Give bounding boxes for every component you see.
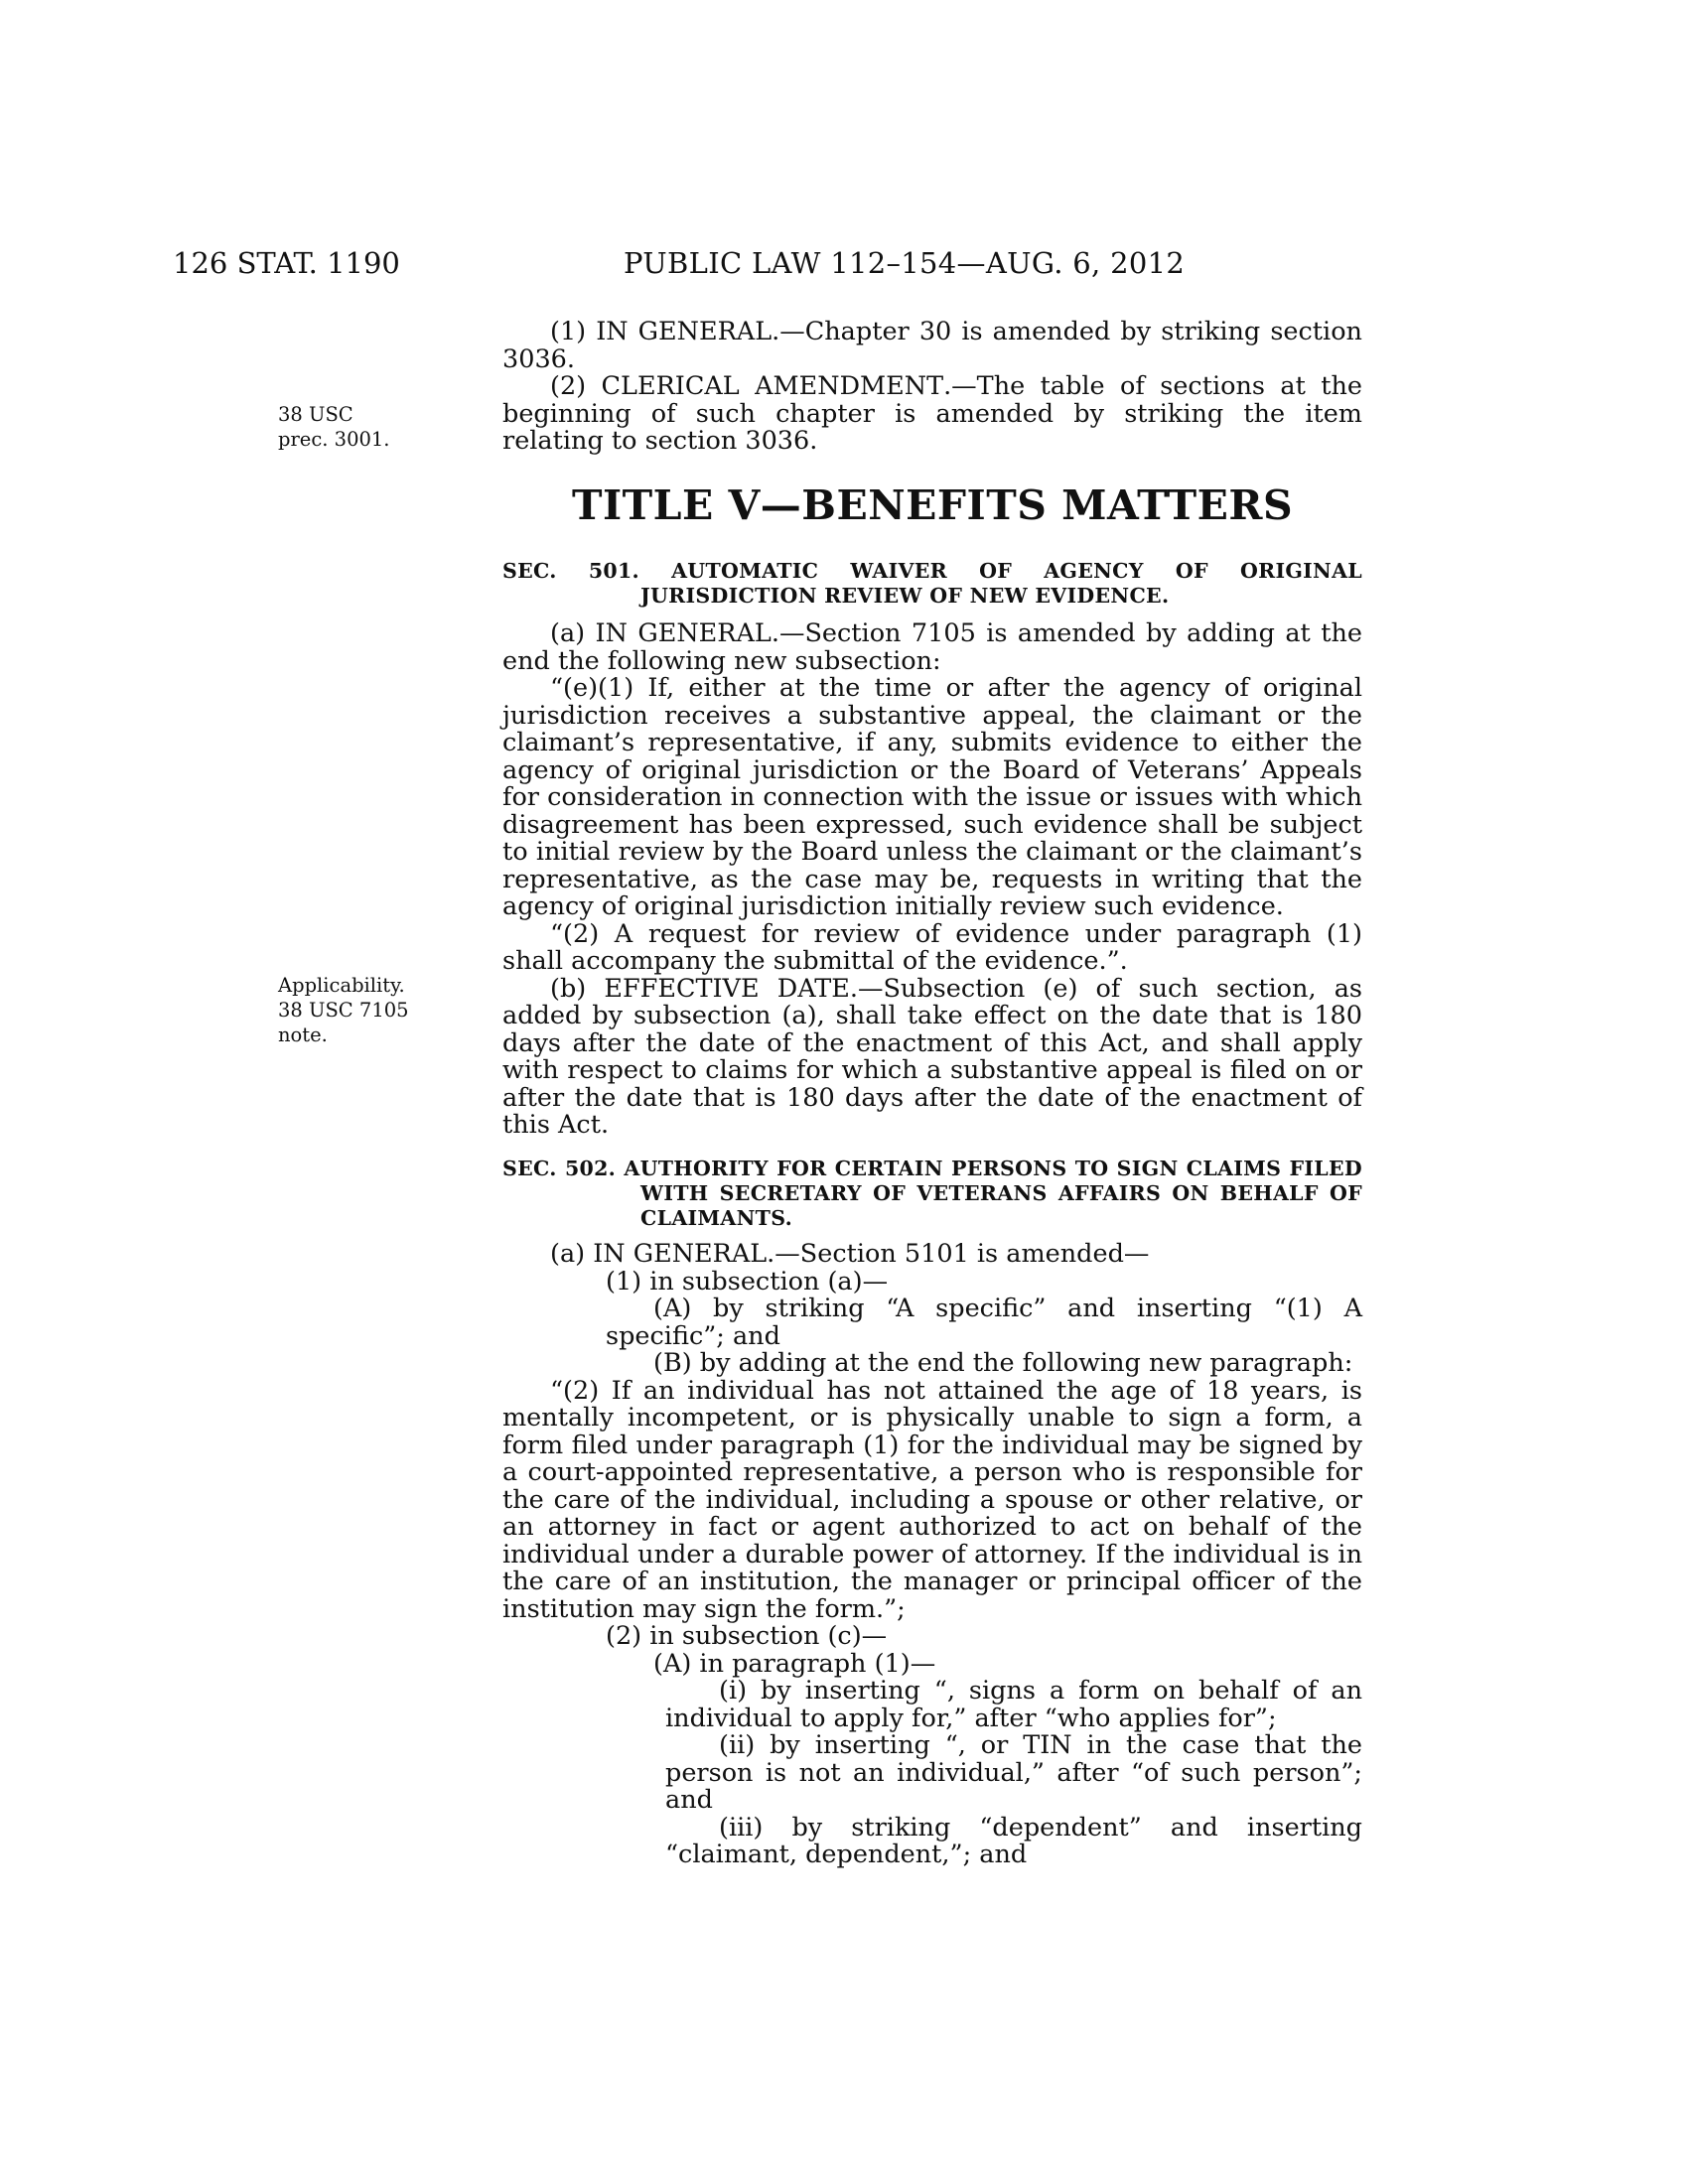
sec502-item-2A: (A) in paragraph (1)— — [653, 1648, 936, 1679]
running-header: PUBLIC LAW 112–154—AUG. 6, 2012 — [624, 246, 1186, 280]
margin-note-line: prec. 3001. — [278, 428, 390, 451]
sec502-item-2Aiii: (iii) by striking “dependent” and inserting “claimant, dependent,”; and — [665, 1812, 1362, 1869]
sec502-item-2: (2) in subsection (c)— — [606, 1621, 888, 1651]
margin-note-applicability — [278, 973, 409, 1047]
margin-note-line: 38 USC — [278, 403, 353, 426]
sec502-item-1B: (B) by adding at the end the following new paragraph: — [653, 1348, 1353, 1378]
section-502-heading: SEC. 502. AUTHORITY FOR CERTAIN PERSONS TO SIGN CLAIMS FILED WITH SECRETARY OF VETERANS AFFAIRS ON BEHALF OF CLAIMANTS. — [502, 1157, 1362, 1230]
sec501-subsection-a: (a) IN GENERAL.—Section 7105 is amended by adding at the end the following new subsection: — [502, 618, 1362, 676]
sec502-item-1: (1) in subsection (a)— — [606, 1266, 889, 1297]
margin-note-line: note. — [278, 1024, 328, 1046]
sec501-quoted-e2: “(2) A request for review of evidence under paragraph (1) shall accompany the submittal of the evidence.”. — [502, 918, 1362, 976]
sec502-item-2Aii: (ii) by inserting “, or TIN in the case that the person is not an individual,” after “of such person”; and — [665, 1730, 1362, 1815]
sec502-item-2Ai: (i) by inserting “, signs a form on behalf of an individual to apply for,” after “who applies for”; — [665, 1676, 1362, 1733]
sec502-subsection-a: (a) IN GENERAL.—Section 5101 is amended— — [550, 1239, 1150, 1269]
paragraph-in-general: (1) IN GENERAL.—Chapter 30 is amended by striking section 3036. — [502, 317, 1362, 374]
sec501-quoted-e1: “(e)(1) If, either at the time or after the agency of original jurisdiction receives a substantive appeal, the claimant or the claimant’s representative, if any, submits evidence to either the agency of original jurisdiction or the Board of Veterans’ Appeals for consideration in connection with the issue or issues with which disagreement has been expressed, such evidence shall be subject to initial review by the Board unless the claimant or the claimant’s representative, as the case may be, requests in writing that the agency of original jurisdiction initially review such evidence. — [502, 673, 1362, 921]
sec501-subsection-b: (b) EFFECTIVE DATE.—Subsection (e) of such section, as added by subsection (a), shall take effect on the date that is 180 days after the date of the enactment of this Act, and shall apply with respect to claims for which a substantive appeal is filed on or after the date that is 180 days after the date of the enactment of this Act. — [502, 973, 1362, 1140]
section-502-body — [502, 1241, 1362, 1869]
sec502-item-1A: (A) by striking “A specific” and inserting “(1) A specific”; and — [606, 1294, 1362, 1351]
intro-block — [502, 319, 1362, 456]
paragraph-clerical-amendment: (2) CLERICAL AMENDMENT.—The table of sections at the beginning of such chapter is amended by striking the item relating to section 3036. — [502, 371, 1362, 456]
sec502-quoted-paragraph-2: “(2) If an individual has not attained the age of 18 years, is mentally incompetent, or is physically unable to sign a form, a form filed under paragraph (1) for the individual may be signed by a court-appointed representative, a person who is responsible for the care of the individual, including a spouse or other relative, or an attorney in fact or agent authorized to act on behalf of the individual under a durable power of attorney. If the individual is in the care of an institution, the manager or principal officer of the institution may sign the form.”; — [502, 1375, 1362, 1624]
section-501-heading: SEC. 501. AUTOMATIC WAIVER OF AGENCY OF ORIGINAL JURISDICTION REVIEW OF NEW EVIDENCE. — [502, 559, 1362, 608]
margin-note-line: 38 USC 7105 — [278, 999, 409, 1022]
margin-note-38usc-prec — [278, 402, 390, 452]
margin-note-line: Applicability. — [278, 974, 405, 997]
section-501-body — [502, 620, 1362, 1140]
title-heading: TITLE V—BENEFITS MATTERS — [571, 481, 1294, 529]
page-stat-citation: 126 STAT. 1190 — [173, 246, 400, 280]
